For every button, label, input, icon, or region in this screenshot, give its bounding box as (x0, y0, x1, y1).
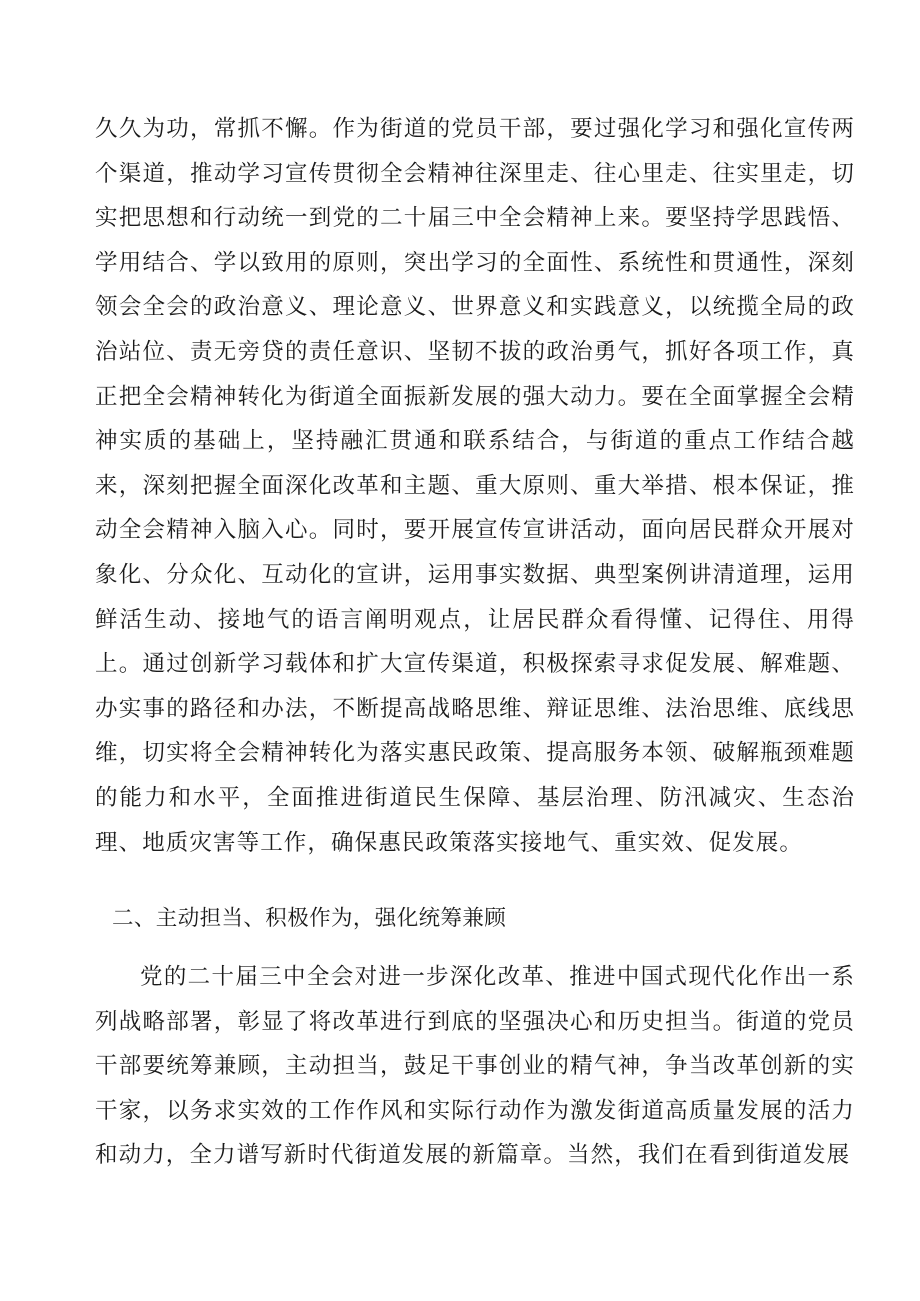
body-paragraph-1: 久久为功，常抓不懈。作为街道的党员干部，要过强化学习和强化宣传两个渠道，推动学习宣传贯彻全会精神往深里走、往心里走、往实里走，切实把思想和行动统一到党的二十届三中全会精神上来。要坚持学思践悟、学用结合、学以致用的原则，突出学习的全面性、系统性和贯通性，深刻领会全会的政治意义、理论意义、世界意义和实践意义，以统揽全局的政治站位、责无旁贷的责任意识、坚韧不拔的政治勇气，抓好各项工作，真正把全会精神转化为街道全面振新发展的强大动力。要在全面掌握全会精神实质的基础上，坚持融汇贯通和联系结合，与街道的重点工作结合越来，深刻把握全面深化改革和主题、重大原则、重大举措、根本保证，推动全会精神入脑入心。同时，要开展宣传宣讲活动，面向居民群众开展对象化、分众化、互动化的宣讲，运用事实数据、典型案例讲清道理，运用鲜活生动、接地气的语言阐明观点，让居民群众看得懂、记得住、用得上。通过创新学习载体和扩大宣传渠道，积极探索寻求促发展、解难题、办实事的路径和办法，不断提高战略思维、辩证思维、法治思维、底线思维，切实将全会精神转化为落实惠民政策、提高服务本领、破解瓶颈难题的能力和水平，全面推进街道民生保障、基层治理、防汛减灾、生态治理、地质灾害等工作，确保惠民政策落实接地气、重实效、促发展。 (95, 116, 855, 856)
body-paragraph-2: 党的二十届三中全会对进一步深化改革、推进中国式现代化作出一系列战略部署，彰显了将改革进行到底的坚强决心和历史担当。街道的党员干部要统筹兼顾，主动担当，鼓足干事创业的精气神，争当改革创新的实干家，以务求实效的工作作风和实际行动作为激发街道高质量发展的活力和动力，全力谱写新时代街道发展的新篇章。当然，我们在看到街道发展 (95, 964, 855, 1169)
section-heading-2: 二、主动担当、积极作为，强化统筹兼顾 (112, 906, 507, 931)
